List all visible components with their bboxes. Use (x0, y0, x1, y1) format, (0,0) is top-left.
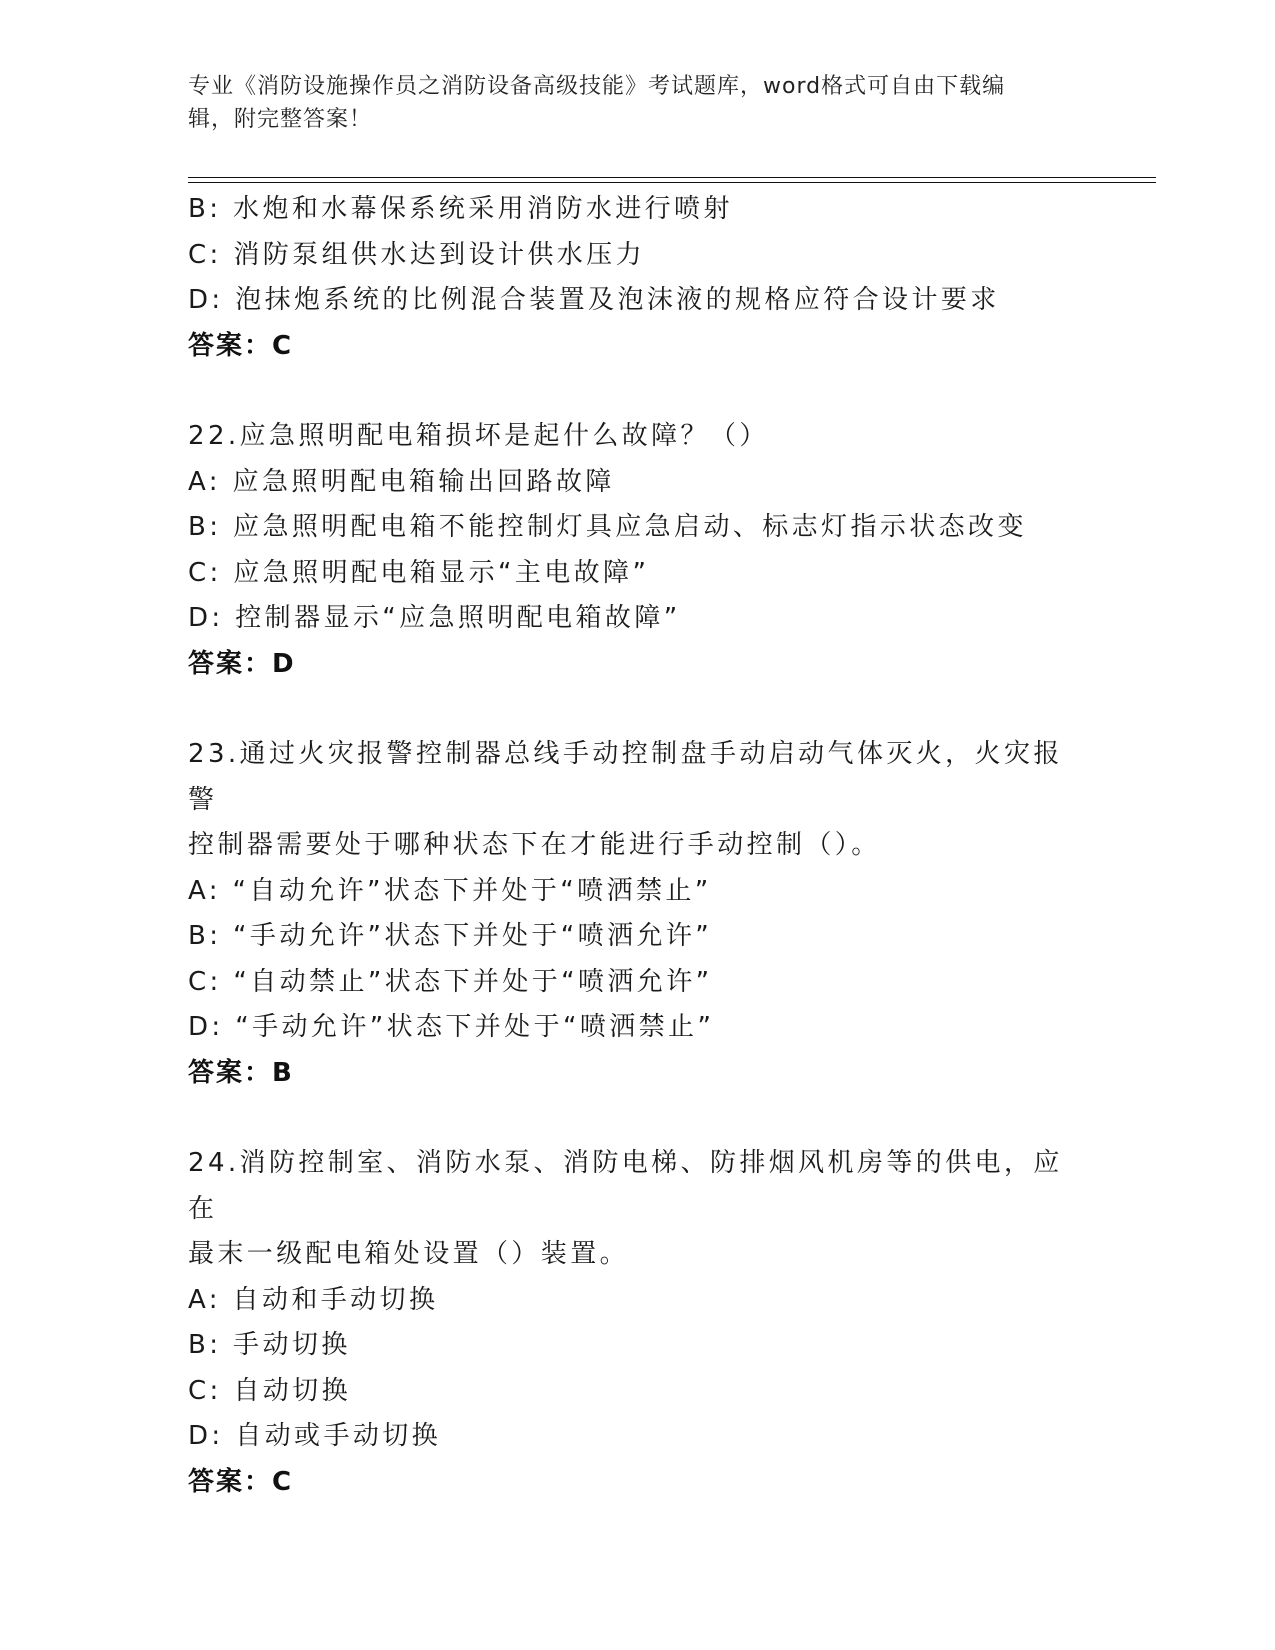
question-stem-line-2: 控制器需要处于哪种状态下在才能进行手动控制（）。 (188, 830, 881, 860)
option-c: C: 应急照明配电箱显示“主电故障” (188, 557, 650, 588)
option-a: A: 应急照明配电箱输出回路故障 (188, 466, 615, 497)
header-line-1: 专业《消防设施操作员之消防设备高级技能》考试题库，word格式可自由下载编 (188, 74, 1006, 99)
option-d: D: “手动允许”状态下并处于“喷洒禁止” (188, 1012, 715, 1042)
header-divider-bottom (188, 182, 1156, 183)
option-b: B: 应急照明配电箱不能控制灯具应急启动、标志灯指示状态改变 (188, 512, 1027, 542)
answer: 答案：C (188, 330, 294, 361)
question-stem: 22.应急照明配电箱损坏是起什么故障？（） (188, 421, 769, 451)
option-d: D: 泡抹炮系统的比例混合装置及泡沫液的规格应符合设计要求 (188, 285, 1000, 315)
option-d: D: 控制器显示“应急照明配电箱故障” (188, 603, 681, 633)
option-c: C: 消防泵组供水达到设计供水压力 (188, 239, 645, 270)
option-b: B: 水炮和水幕保系统采用消防水进行喷射 (188, 194, 733, 224)
option-b: B: 手动切换 (188, 1330, 351, 1360)
answer: 答案：C (188, 1466, 294, 1497)
question-stem-line-1: 23.通过火灾报警控制器总线手动控制盘手动启动气体灭火，火灾报警 (188, 739, 1063, 815)
question-23 (188, 732, 1088, 1096)
question-21-continued (188, 187, 1088, 369)
option-b: B: “手动允许”状态下并处于“喷洒允许” (188, 921, 713, 951)
answer: 答案：B (188, 1057, 294, 1088)
option-c: C: “自动禁止”状态下并处于“喷洒允许” (188, 966, 713, 997)
question-22 (188, 414, 1088, 687)
document-body (188, 187, 1088, 1550)
question-stem-line-2: 最末一级配电箱处设置（）装置。 (188, 1239, 630, 1269)
header-divider-top (188, 177, 1156, 178)
question-24 (188, 1141, 1088, 1505)
option-a: A: “自动允许”状态下并处于“喷洒禁止” (188, 875, 712, 906)
option-d: D: 自动或手动切换 (188, 1421, 442, 1451)
option-a: A: 自动和手动切换 (188, 1284, 439, 1315)
answer: 答案：D (188, 648, 296, 679)
question-stem-line-1: 24.消防控制室、消防水泵、消防电梯、防排烟风机房等的供电，应在 (188, 1148, 1063, 1224)
document-header (188, 70, 1088, 136)
option-c: C: 自动切换 (188, 1375, 351, 1406)
header-line-2: 辑，附完整答案！ (188, 107, 373, 132)
